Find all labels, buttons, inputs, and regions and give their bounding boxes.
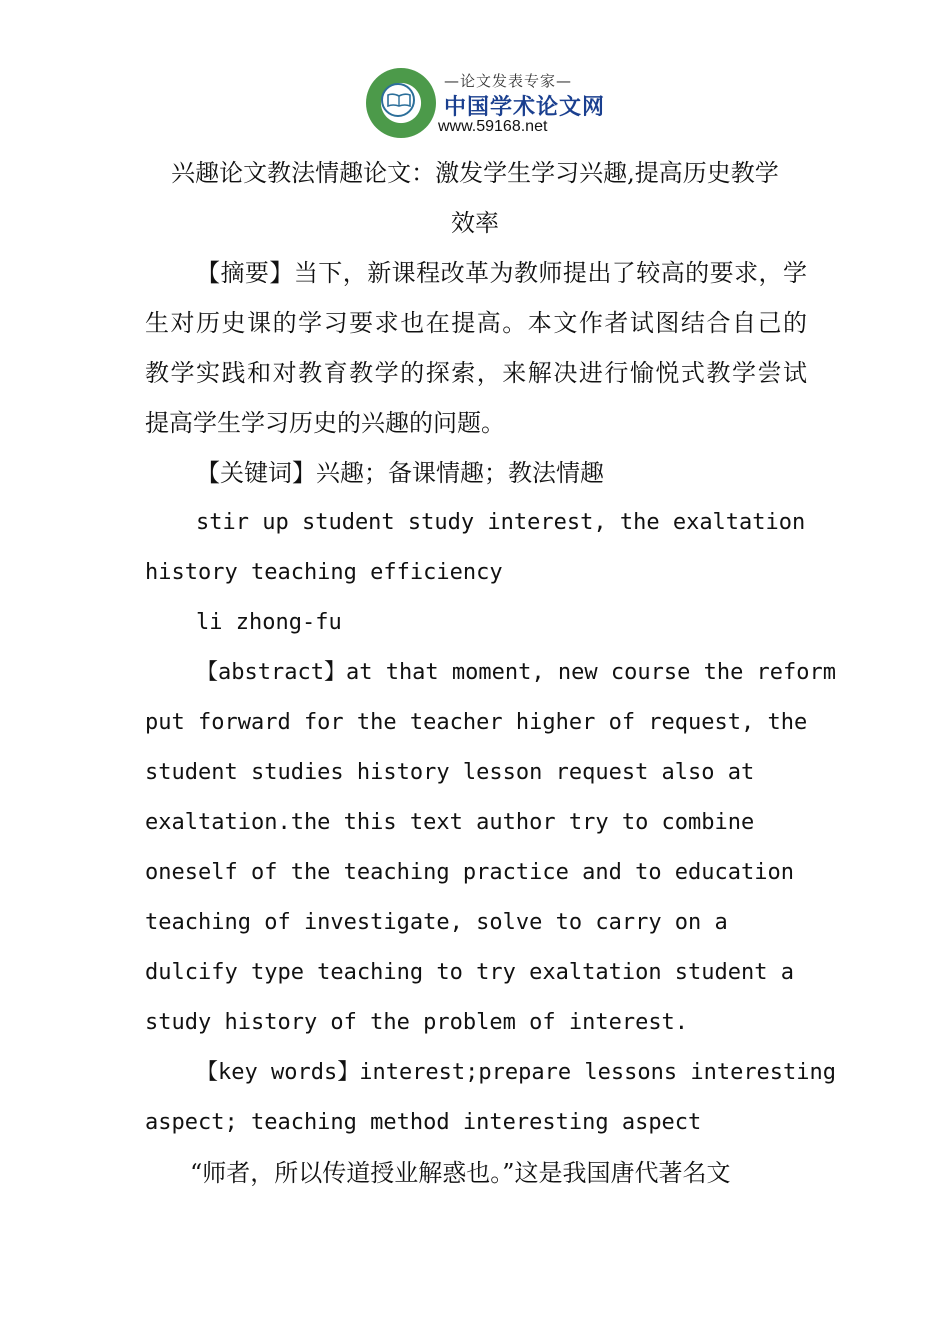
abstract-cn-line-2: 生对历史课的学习要求也在提高。本文作者试图结合自己的 bbox=[145, 309, 807, 337]
english-title-line-2: history teaching efficiency bbox=[145, 560, 503, 585]
abstract-en-line-6: teaching of investigate, solve to carry on a bbox=[145, 910, 728, 935]
logo-name: 中国学术论文网 bbox=[444, 95, 606, 120]
abstract-en-line-2: put forward for the teacher higher of request, the bbox=[145, 710, 808, 735]
keywords-en-line-2: aspect; teaching method interesting aspect bbox=[145, 1110, 702, 1135]
logo-url: www.59168.net bbox=[438, 118, 548, 135]
english-title-line-1: stir up student study interest, the exaltation bbox=[196, 510, 806, 535]
document-title-line-1: 兴趣论文教法情趣论文：激发学生学习兴趣,提高历史教学 bbox=[171, 159, 779, 187]
book-icon bbox=[387, 93, 411, 107]
abstract-cn-line-4: 提高学生学习历史的兴趣的问题。 bbox=[145, 409, 505, 437]
abstract-en-line-3: student studies history lesson request also at bbox=[145, 760, 755, 785]
abstract-cn-line-3: 教学实践和对教育教学的探索，来解决进行愉悦式教学尝试 bbox=[145, 359, 807, 387]
abstract-en-line-5: oneself of the teaching practice and to education bbox=[145, 860, 795, 885]
document-title-line-2: 效率 bbox=[451, 209, 499, 237]
abstract-en-line-1: 【abstract】at that moment, new course the reform bbox=[196, 660, 837, 685]
keywords-cn: 【关键词】兴趣；备课情趣；教法情趣 bbox=[196, 459, 604, 487]
abstract-en-line-4: exaltation.the this text author try to combine bbox=[145, 810, 755, 835]
logo-slogan: —论文发表专家— bbox=[444, 72, 573, 90]
abstract-cn-line-1: 【摘要】当下，新课程改革为教师提出了较高的要求，学 bbox=[196, 259, 807, 287]
keywords-en-line-1: 【key words】interest;prepare lessons interesting bbox=[196, 1060, 837, 1085]
author-name: li zhong-fu bbox=[196, 610, 342, 635]
body-paragraph-start: “师者，所以传道授业解惑也。”这是我国唐代著名文 bbox=[190, 1159, 731, 1187]
abstract-en-line-7: dulcify type teaching to try exaltation student a bbox=[145, 960, 795, 985]
abstract-en-line-8: study history of the problem of interest. bbox=[145, 1010, 689, 1035]
site-logo bbox=[362, 64, 606, 140]
